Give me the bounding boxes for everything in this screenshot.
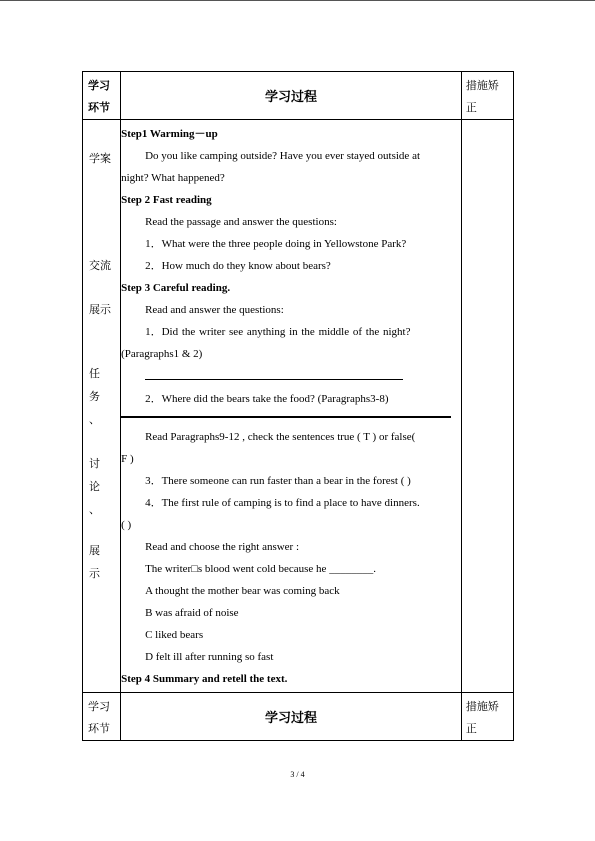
choice-option-a: A thought the mother bear was coming back	[145, 585, 340, 597]
side-label: 任	[89, 367, 100, 380]
footer-stage-line2: 环节	[88, 722, 110, 735]
step3-title: Step 3 Careful reading.	[121, 282, 231, 294]
step2-title: Step 2 Fast reading	[121, 194, 212, 206]
side-label: 展示	[89, 303, 111, 316]
header-correction-line1: 措施矫	[465, 79, 499, 92]
body-row	[83, 120, 514, 693]
step1-text-line1: Do you like camping outside? Have you ever stayed outside at	[145, 150, 421, 162]
true-false-intro-line1: Read Paragraphs9-12 , check the sentences true ( T ) or false(	[145, 431, 416, 443]
step4-title: Step 4 Summary and retell the text.	[121, 673, 288, 685]
header-title: 学习过程	[121, 72, 462, 120]
choice-option-c: C liked bears	[145, 629, 204, 641]
side-label: 交流	[89, 259, 111, 272]
side-label: 示	[89, 567, 100, 580]
header-stage-line2: 环节	[88, 101, 110, 114]
step2-question-1: 1．What were the three people doing in Yellowstone Park?	[145, 238, 407, 250]
section-divider	[121, 416, 451, 418]
footer-title: 学习过程	[121, 693, 462, 741]
process-content-cell	[121, 120, 462, 693]
choice-intro: Read and choose the right answer :	[145, 541, 300, 553]
choice-question: The writer□s blood went cold because he ________.	[145, 563, 376, 575]
side-label: 务	[89, 390, 100, 403]
step2-intro: Read the passage and answer the questions:	[145, 216, 337, 228]
lesson-table	[82, 71, 514, 741]
step3-intro: Read and answer the questions:	[145, 304, 284, 316]
header-correction-cell	[461, 72, 513, 120]
side-label: 学案	[89, 152, 111, 165]
side-label: 讨	[89, 457, 100, 470]
footer-stage-line1: 学习	[88, 700, 110, 713]
side-label: 、	[89, 413, 100, 426]
step3-question-1-line2: (Paragraphs1 & 2)	[121, 348, 203, 360]
correction-notes-cell[interactable]	[461, 120, 513, 693]
side-label: 展	[89, 544, 100, 557]
step3-question-2: 2．Where did the bears take the food? (Paragraphs3-8)	[145, 393, 389, 405]
step2-question-2: 2．How much do they know about bears?	[145, 260, 331, 272]
footer-correction-line2: 正	[465, 722, 477, 735]
choice-option-b: B was afraid of noise	[145, 607, 239, 619]
step3-question-1-line1: 1．Did the writer see anything in the middle of the night?	[145, 326, 411, 338]
true-false-question-4-line2: ( )	[121, 519, 132, 531]
footer-stage-cell	[83, 693, 121, 741]
side-label: 、	[89, 503, 100, 516]
side-label: 论	[89, 480, 100, 493]
side-label-cell	[83, 120, 121, 693]
true-false-intro-line2: F )	[121, 453, 134, 465]
answer-blank-line[interactable]	[145, 365, 403, 380]
step1-title: Step1 Warming－up	[121, 128, 218, 140]
footer-correction-line1: 措施矫	[465, 700, 499, 713]
true-false-question-4-line1: 4．The first rule of camping is to find a place to have dinners.	[145, 497, 420, 509]
true-false-question-3: 3．There someone can run faster than a bear in the forest ( )	[145, 475, 411, 487]
footer-correction-cell	[461, 693, 513, 741]
top-rule	[0, 0, 595, 1]
footer-row	[83, 693, 514, 741]
choice-option-d: D felt ill after running so fast	[145, 651, 274, 663]
header-stage-line1: 学习	[88, 79, 110, 92]
step1-text-line2: night? What happened?	[121, 172, 225, 184]
header-correction-line2: 正	[465, 101, 477, 114]
header-stage-cell	[83, 72, 121, 120]
page-number: 3 / 4	[290, 770, 305, 779]
header-row	[83, 72, 514, 120]
